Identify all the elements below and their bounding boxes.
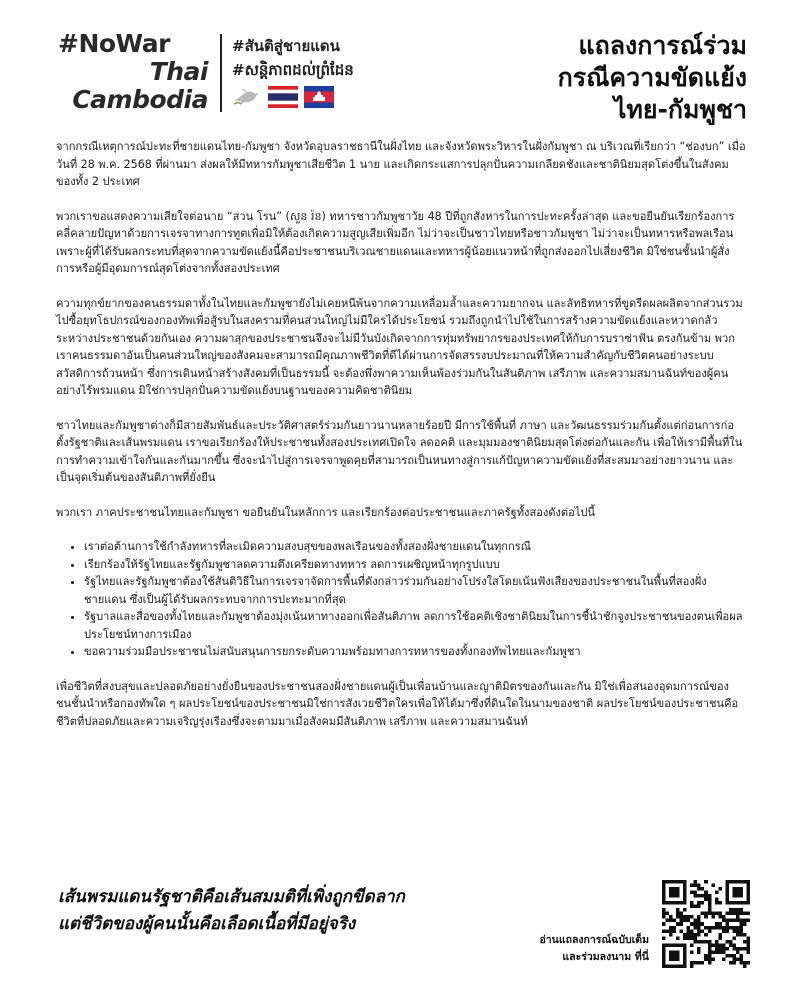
logo-line-3: Cambodia	[72, 85, 208, 114]
paragraph-4: ชาวไทยและกัมพูชาต่างก็มีสายสัมพันธ์และประวัติศาสตร์ร่วมกันยาวนานหลายร้อยปี มีการใช้พื้นที่ ภาษา และวัฒนธรรมร่วมกันตั้งแต่ก่อนการก่อตั้งรัฐชาติและเส้นพรมแดน เราขอเรียกร้องให้ประชาชนทั้งสองประเทศเปิดใจ ลดอคติ และมุมมองชาตินิยมสุดโต่งต่อกันและกัน เพื่อให้เรามีพื้นที่ในการทำความเข้าใจกันและกันมากขึ้น ซึ่งจะนำไปสู่การเจรจาพูดคุยที่สามารถเป็นหนทางสู่การแก้ปัญหาความขัดแย้งที่สะสมมาอย่างยาวนาน และเป็นจุดเริ่มต้นของสันติภาพที่ยั่งยืน	[56, 418, 743, 484]
nowar-logo	[58, 30, 208, 114]
slogan-line-1: เส้นพรมแดนรัฐชาติคือเส้นสมมติที่เพิ่งถูกขีดลาก	[58, 887, 405, 907]
logo-line-1: #NoWar	[58, 29, 170, 58]
logo-line-2: Thai	[149, 57, 208, 86]
paragraph-3: ความทุกข์ยากของคนธรรมดาทั้งในไทยและกัมพูชายังไม่เคยหนีพ้นจากความเหลื่อมล้ำและความยากจน และลัทธิทหารที่ขูดรีดผลผลิตจากส่วนรวมไปซื้อยุทโธปกรณ์ของกองทัพเพื่อสู้รบในสงครามที่คนส่วนใหญ่ไม่มีใครได้ประโยชน์ รวมถึงถูกนำไปใช้ในการสร้างความขัดแย้งและหวาดกลัวระหว่างประชาชนด้วยกันเอง ความผาสุกของประชาชนจึงจะไม่มีวันบังเกิดจากการทุ่มทรัพยากรของประเทศให้กับการบราซ่าฟัน ตรงกันข้าม พวกเราคนธรรมดาอันเป็นคนส่วนใหญ่ของสังคมจะสามารถมีคุณภาพชีวิตที่ดีได้ผ่านการจัดสรรงบประมาณที่ให้ความสำคัญกับชีวิตคนอย่างระบบสวัสดิการถ้วนหน้า ซึ่งการเดินหน้าสร้างสังคมที่เป็นธรรมนี้ จะต้องพึ่งพาความเห็นพ้องร่วมกันในสันติภาพ เสรีภาพ และความสมานฉันท์ของผู้คนอย่างไร้พรมแดน มิใช่การปลุกปั่นความขัดแย้งบนฐานของความคิดชาตินิยม	[56, 296, 743, 397]
peace-dove-icon	[232, 86, 262, 108]
paragraph-2: พวกเราขอแสดงความเสียใจต่อนาย “สวน โรน” (សួន រ៉ន) ทหารชาวกัมพูชาวัย 48 ปีที่ถูกสังหารในการปะทะครั้งล่าสุด และขอยืนยันเรียกร้องการคลี่คลายปัญหาด้วยการเจรจาทางการทูตเพื่อมิให้ต้องเกิดความสูญเสียเพิ่มอีก ไม่ว่าจะเป็นชาวไทยหรือชาวกัมพูชา ไม่ว่าจะเป็นทหารหรือพลเรือน เพราะผู้ที่ได้รับผลกระทบที่สุดจากความขัดแย้งนี้คือประชาชนบริเวณชายแดนและทหารผู้น้อยแนวหน้าที่ถูกส่งออกไปเสี่ยงชีวิต มิใช่ชนชั้นนำผู้สั่งการหรือผู้มีอุดมการณ์สุดโต่งจากทั้งสองประเทศ	[56, 209, 735, 275]
qr-caption-line-1: อ่านแถลงการณ์ฉบับเต็ม	[539, 934, 649, 946]
header-icons	[232, 86, 334, 108]
hashtag-khmer: #សន្តិភាពដល់ព្រំដែន	[232, 61, 354, 79]
title-line-3: ไทย-กัมพูชา	[613, 95, 747, 124]
hashtag-thai: #สันติสู่ชายแดน	[232, 37, 340, 55]
thai-flag-icon	[268, 86, 298, 108]
paragraph-1: จากกรณีเหตุการณ์ปะทะที่ชายแดนไทย-กัมพูชา จังหวัดอุบลราชธานีในฝั่งไทย และจังหวัดพระวิหารในฝั่งกัมพูชา ณ บริเวณที่เรียกว่า “ช่องบก” เมื่อวันที่ 28 พ.ค. 2568 ที่ผ่านมา ส่งผลให้มีทหารกัมพูชาเสียชีวิต 1 นาย และเกิดกระแสการปลุกปั่นความเกลียดชังและชาตินิยมสุดโต่งขึ้นในสังคมของทั้ง 2 ประเทศ	[56, 140, 746, 188]
closing-paragraph: เพื่อชีวิตที่สงบสุขและปลอดภัยอย่างยั่งยืนของประชาชนสองฝั่งชายแดนผู้เป็นเพื่อนบ้านและญาติมิตรของกันและกัน มิใช่เพื่อสนองอุดมการณ์ของชนชั้นนำหรือกองทัพใด ๆ ผลประโยชน์ของประชาชนมิใช่การสังเวยชีวิตใครเพื่อให้ได้มาซึ่งที่ดินใดในนามของชาติ ผลประโยชน์ของประชาชนคือชีวิตที่ปลอดภัยและความเจริญรุ่งเรืองซึ่งจะตามมาเมื่อสังคมมีสันติภาพ เสรีภาพ และความสมานฉันท์	[56, 679, 739, 728]
statement-title	[558, 30, 747, 126]
qr-caption-line-2: และร่วมลงนาม ที่นี่	[562, 951, 649, 963]
demand-item: • เรียกร้องให้รัฐไทยและรัฐกัมพูชาลดความตึงเครียดทางทหาร ลดการเผชิญหน้าทุกรูปแบบ	[84, 556, 746, 574]
statement-body	[56, 138, 746, 747]
hashtags	[232, 34, 354, 82]
cambodia-flag-icon	[304, 86, 334, 108]
demand-item: • ขอความร่วมมือประชาชนไม่สนับสนุนการยกระดับความพร้อมทางการทหารของทั้งกองทัพไทยและกัมพูชา	[84, 643, 746, 661]
paragraph-5: พวกเรา ภาคประชาชนไทยและกัมพูชา ขอยืนยันในหลักการ และเรียกร้องต่อประชาชนและภาครัฐทั้งสองดังต่อไปนี้	[56, 505, 595, 519]
header	[0, 0, 799, 130]
qr-caption	[539, 932, 649, 966]
demand-item: • เราต่อต้านการใช้กำลังทหารที่ละเมิดความสงบสุขของพลเรือนของทั้งสองฝั่งชายแดนในทุกกรณี	[84, 538, 746, 556]
demands-list	[56, 538, 746, 661]
slogan-line-2: แต่ชีวิตของผู้คนนั้นคือเลือดเนื้อที่มีอยู่จริง	[58, 914, 356, 934]
demand-item: • รัฐบาลและสื่อของทั้งไทยและกัมพูชาต้องมุ่งเน้นหาทางออกเพื่อสันติภาพ ลดการใช้อคติเชิงชาตินิยมในการชี้นำชักจูงประชาชนของตนเพื่อผลประโยชน์ทางการเมือง	[84, 608, 746, 643]
header-divider	[220, 34, 222, 112]
slogan	[58, 884, 405, 938]
title-line-1: แถลงการณ์ร่วม	[578, 31, 747, 60]
title-line-2: กรณีความขัดแย้ง	[557, 63, 747, 92]
qr-code-icon[interactable]	[662, 880, 750, 968]
demand-item: • รัฐไทยและรัฐกัมพูชาต้องใช้สันติวิธีในการเจรจาจัดการพื้นที่ดังกล่าวร่วมกันอย่างโปร่งใสโดยเน้นฟังเสียงของประชาชนในพื้นที่สองฝั่งชายแดน ซึ่งเป็นผู้ได้รับผลกระทบจากการปะทะมากที่สุด	[84, 573, 746, 608]
